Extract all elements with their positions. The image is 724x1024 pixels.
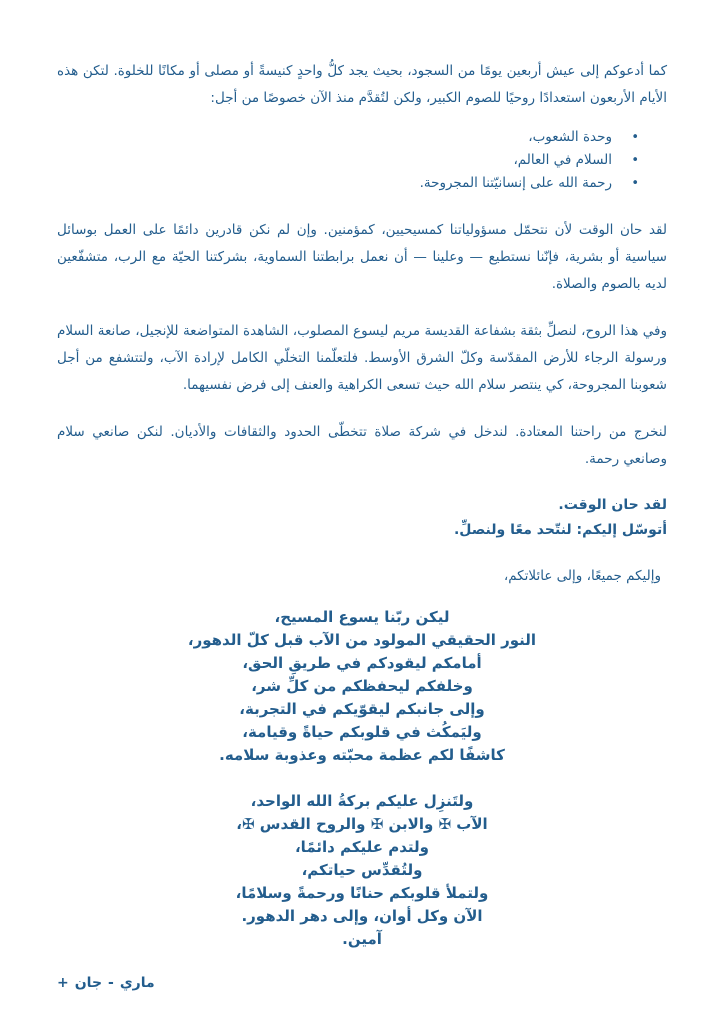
signature [57,975,667,991]
blessing-line: ليكن ربّنا يسوع المسيح، [274,608,450,626]
blessing-line: ولتدم عليكم دائمًا، [294,838,430,856]
signature-name-jean: جان [74,975,103,991]
blessing-line: وليَمكُث في قلوبكم حياةً وقيامة، [242,723,482,741]
blessing-line: الآن وكل أوان، وإلى دهر الدهور. [241,907,483,925]
blessing-stanza-1 [57,606,667,767]
blessing-stanza-2 [57,790,667,951]
blessing-line: أمامكم ليقودكم في طريقِ الحق، [242,654,482,672]
intention-item-peace: • السلام في العالم، [57,149,612,172]
intention-item-mercy: • رحمة الله على إنسانيّتنا المجروحة. [57,172,612,195]
intention-item-unity: • وحدة الشعوب، [57,126,612,149]
blessing-line: وإلى جانبكم ليقوّيكم في التجربة، [239,700,485,718]
blessing-line: ولتُقدِّس حياتكم، [301,861,423,879]
signature-cross-prefix: + [57,975,69,991]
body-paragraph-communion: لنخرج من راحتنا المعتادة. لندخل في شركة صلاة تتخطّى الحدود والثقافات والأديان. لنكن صانعي سلام وصانعي رحمة. [57,424,667,467]
call-line-time: لقد حان الوقت. [558,497,667,513]
signature-hyphen: - [108,975,114,991]
blessing-line: كاشفًا لكم عظمة محبّته وعذوبة سلامه. [219,746,505,764]
call-line-unite: أتوسّل إليكم: لنتّحد معًا ولنصلِّ. [453,522,667,538]
blessing-line: ولتَنزِل عليكم بركةُ الله الواحد، [250,792,474,810]
address-line: وإليكم جميعًا، وإلى عائلاتكم، [503,568,661,584]
body-paragraph-intercession: وفي هذا الروح، لنصلِّ بثقة بشفاعة القديسة مريم ليسوع المصلوب، الشاهدة المتواضعة للإنجيل، صانعة السلام ورسولة الرجاء للأرض المقدّسة وكلّ الشرق الأوسط. فلتعلّمنا التخلّي الكامل لإرادة الآب، ولتتشفع من أجل شعوبنا المجروحة، كي ينتصر سلام الله حيث تسعى الكراهية والعنف إلى فرض نفسيهما. [57,323,667,393]
blessing-line-trinity-crosses: الآب ✠ والابن ✠ والروح القدس ✠، [236,815,488,833]
blessing-line: النور الحقيقي المولود من الآب قبل كلّ الدهور، [187,631,537,649]
blessing-line-amen: آمين. [342,930,382,948]
blessing-line: وخلفكم ليحفظكم من كلِّ شر، [251,677,473,695]
blessing-line: ولتملأ قلوبكم حنانًا ورحمةً وسلامًا، [235,884,489,902]
intro-paragraph: كما أدعوكم إلى عيش أربعين يومًا من السجود، بحيث يجد كلُّ واحدٍ كنيسةً أو مصلى أو مكانًا للخلوة. لتكن هذه الأيام الأربعون استعدادًا روحيًا للصوم الكبير، ولكن لتُقدَّم منذ الآن خصوصًا من أجل: [57,63,667,106]
call-to-prayer [57,493,667,543]
body-paragraph-responsibility: لقد حان الوقت لأن نتحمّل مسؤولياتنا كمسيحيين، كمؤمنين. وإن لم نكن قادرين دائمًا على العمل بوسائل سياسية أو بشرية، فإنّنا نستطيع — وعلينا — أن نعمل برابطتنا السماوية، بشركتنا الحيّة مع الرب، متشفّعين لديه بالصوم والصلاة. [57,222,667,292]
prayer-intentions-list [57,126,667,195]
signature-name-marie: ماري [119,975,155,991]
